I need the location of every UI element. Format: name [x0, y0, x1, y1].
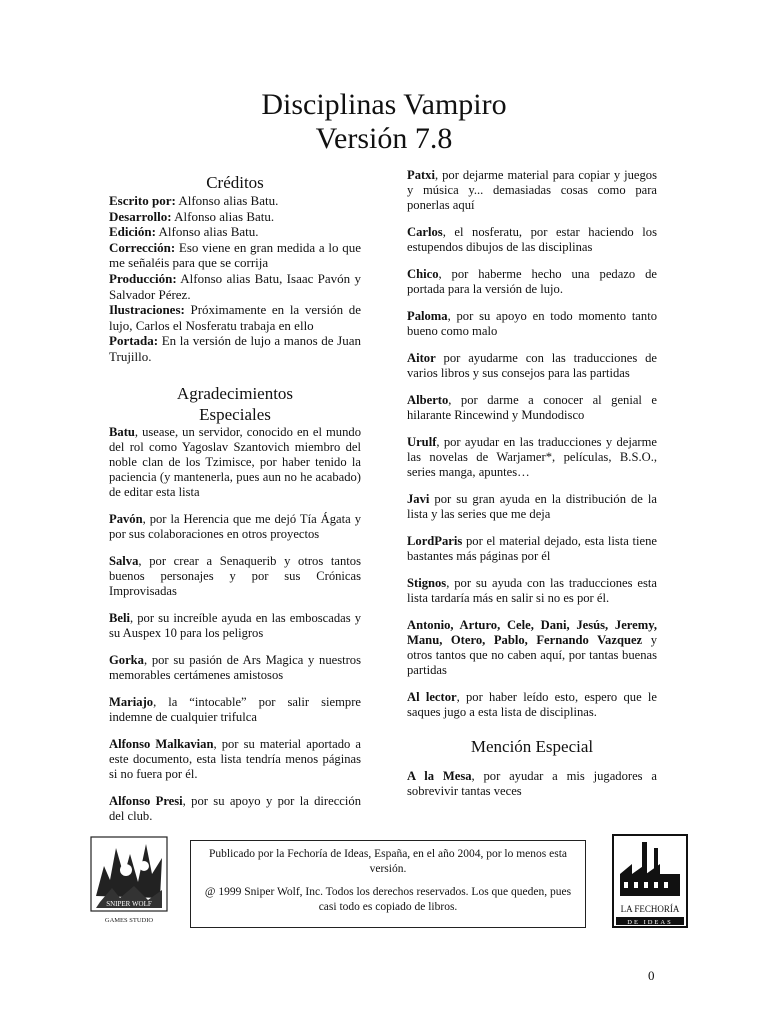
acknowledgement-item — [407, 435, 657, 480]
special-mention-item-text: , por ayudar a mis jugadores a sobrevivir tantas veces — [407, 769, 657, 798]
acknowledgement-item — [109, 425, 361, 500]
credit-item-text: Alfonso alias Batu. — [175, 193, 279, 208]
acknowledgement-item-text: , por su ayuda con las traducciones esta lista tardaría más en salir si no es por él. — [407, 576, 657, 605]
acknowledgement-item-text: , usease, un servidor, conocido en el mundo del rol como Yagoslav Szantovich miembro del noble clan de los Tzimisce, por haber tenido la paciencia (y mantenerla, pues aun no he acabado) de editar esta lista — [109, 424, 361, 499]
acknowledgements-heading-line2: Especiales — [199, 404, 271, 424]
acknowledgement-item-text: y otros tantos que no caben aquí, por tantas buenas partidas — [407, 633, 657, 677]
acknowledgement-item — [407, 309, 657, 339]
left-column — [109, 172, 361, 836]
credit-item-text: Próximamente en la versión de lujo, Carlos el Nosferatu trabaja en ello — [109, 302, 361, 333]
acknowledgement-item — [407, 267, 657, 297]
acknowledgement-item — [109, 695, 361, 725]
acknowledgement-item — [109, 653, 361, 683]
credits-heading: Créditos — [206, 173, 264, 192]
acknowledgement-item-text: por su gran ayuda en la distribución de la lista y las series que me deja — [407, 492, 657, 521]
credit-item — [109, 193, 361, 209]
acknowledgement-item — [407, 225, 657, 255]
acknowledgement-item-text: , la “intocable” por salir siempre indemne de cualquier trifulca — [109, 694, 361, 724]
acknowledgement-item-name: Carlos — [407, 225, 443, 239]
acknowledgement-item-name: Stignos — [407, 576, 447, 590]
acknowledgement-item — [407, 492, 657, 522]
acknowledgement-item-name: LordParis — [407, 534, 463, 548]
acknowledgement-item-name: Alfonso Presi — [109, 793, 183, 808]
credit-item-name: Ilustraciones: — [109, 302, 185, 318]
publication-notice — [190, 840, 586, 928]
acknowledgement-item — [109, 512, 361, 542]
document-version: Versión 7.8 — [315, 122, 453, 155]
credit-item-name: Desarrollo: — [109, 208, 172, 224]
acknowledgement-item-text: , por darme a conocer al genial e hilarante Rincewind y Mundodisco — [407, 393, 657, 422]
sniper-wolf-text: SNIPER WOLF — [106, 900, 152, 908]
acknowledgement-item — [109, 554, 361, 599]
la-fechoria-logo — [612, 834, 688, 928]
acknowledgement-item-name: Beli — [109, 610, 130, 625]
credit-item — [109, 209, 361, 225]
acknowledgement-item-name: Alfonso Malkavian — [109, 736, 214, 751]
acknowledgement-item-text: , el nosferatu, por estar haciendo los estupendos dibujos de las disciplinas — [407, 225, 657, 254]
acknowledgement-item-text: , por su apoyo y por la dirección del club. — [109, 793, 361, 823]
acknowledgement-item-text: , por la Herencia que me dejó Tía Ágata y por sus colaboraciones en otros proyectos — [109, 511, 361, 541]
acknowledgement-item-text: , por dejarme material para copiar y juegos y música y... demasiadas cosas como para ponerlas aquí — [407, 168, 657, 212]
acknowledgements-section — [109, 383, 361, 824]
acknowledgement-item-text: , por haber leído esto, espero que le saques jugo a esta lista de disciplinas. — [407, 690, 657, 719]
acknowledgement-item-name: Al lector — [407, 690, 457, 704]
acknowledgement-item-name: Patxi — [407, 168, 435, 182]
credit-item — [109, 333, 361, 364]
acknowledgement-item-text: por ayudarme con las traducciones de varios libros y sus consejos para las partidas — [407, 351, 657, 380]
special-mention-item — [407, 769, 657, 799]
acknowledgements-heading-line1: Agradecimientos — [176, 383, 294, 403]
acknowledgement-item-name: Batu — [109, 424, 135, 439]
credit-item-text: Alfonso alias Batu. — [155, 224, 259, 240]
acknowledgement-item — [407, 690, 657, 720]
credit-item-name: Edición: — [109, 224, 156, 240]
acknowledgements-left-list — [109, 425, 361, 824]
acknowledgement-item-name: Urulf — [407, 435, 437, 449]
acknowledgement-item-name: Gorka — [109, 652, 144, 667]
special-mention-heading: Mención Especial — [470, 737, 594, 756]
acknowledgement-item-name: Pavón — [109, 511, 143, 526]
credit-item-name: Corrección: — [109, 239, 176, 255]
acknowledgement-item — [407, 351, 657, 381]
de-ideas-text: DE IDEAS — [627, 919, 673, 926]
acknowledgement-item-name: Antonio, Arturo, Cele, Dani, Jesús, Jeremy, Manu, Otero, Pablo, Fernando Vazquez — [407, 618, 657, 647]
acknowledgement-item-name: Javi — [407, 492, 430, 506]
acknowledgement-item-name: Aitor — [407, 351, 436, 365]
acknowledgement-item-text: , por su apoyo en todo momento tanto bueno como malo — [407, 309, 657, 338]
sniper-wolf-logo — [90, 836, 168, 926]
acknowledgement-item — [407, 393, 657, 423]
credit-item-text: Eso viene en gran medida a lo que me señaléis para que se corrija — [109, 239, 361, 271]
publication-line: Publicado por la Fechoría de Ideas, España, en el año 2004, por lo menos esta versión. — [209, 848, 567, 875]
credit-item-name: Producción: — [109, 270, 177, 286]
la-fechoria-text: LA FECHORÍA — [620, 904, 680, 914]
credit-item — [109, 240, 361, 271]
acknowledgement-item-text: , por crear a Senaquerib y otros tantos buenos personajes y por sus Crónicas Improvisadas — [109, 553, 361, 598]
acknowledgement-item — [109, 737, 361, 782]
document-title: Disciplinas Vampiro — [261, 88, 507, 121]
special-mention-item-name: A la Mesa — [407, 769, 472, 783]
acknowledgement-item-name: Alberto — [407, 393, 449, 407]
credit-item-text: En la versión de lujo a manos de Juan Trujillo. — [109, 333, 361, 364]
acknowledgement-item-text: por el material dejado, esta lista tiene bastantes más páginas por él — [407, 534, 657, 563]
acknowledgement-item-name: Paloma — [407, 309, 448, 323]
acknowledgement-item-name: Salva — [109, 553, 139, 568]
right-column — [407, 168, 657, 811]
acknowledgement-item — [109, 611, 361, 641]
credit-item-text: Alfonso alias Batu. — [171, 208, 275, 224]
acknowledgement-item-name: Chico — [407, 267, 439, 281]
acknowledgement-item-text: , por su material aportado a este documento, esta lista tendría menos páginas si no fuera por él. — [109, 736, 362, 781]
acknowledgement-item — [407, 618, 657, 678]
acknowledgement-item — [407, 534, 657, 564]
copyright-line: @ 1999 Sniper Wolf, Inc. Todos los derechos reservados. Los que queden, pues casi todo es copiado de libros. — [204, 886, 572, 913]
acknowledgement-item-text: , por su increíble ayuda en las emboscadas y su Auspex 10 para los peligros — [109, 610, 361, 640]
credits-list — [109, 193, 361, 365]
acknowledgement-item-name: Mariajo — [109, 694, 154, 709]
acknowledgement-item-text: , por haberme hecho una pedazo de portada para la versión de lujo. — [407, 267, 657, 296]
credit-item — [109, 224, 361, 240]
acknowledgement-item — [407, 576, 657, 606]
page-number: 0 — [648, 968, 655, 983]
special-mention-list — [407, 769, 657, 799]
acknowledgement-item-text: , por su pasión de Ars Magica y nuestros memorables certámenes amistosos — [109, 652, 361, 682]
credit-item — [109, 271, 361, 302]
games-studio-text: GAMES STUDIO — [104, 917, 154, 924]
acknowledgements-heading — [109, 383, 361, 425]
credit-item-name: Portada: — [109, 333, 159, 349]
acknowledgement-item — [407, 168, 657, 213]
credits-section — [109, 172, 361, 365]
acknowledgement-item — [109, 794, 361, 824]
credit-item — [109, 302, 361, 333]
credit-item-name: Escrito por: — [109, 193, 176, 208]
acknowledgement-item-text: , por ayudar en las traducciones y dejarme las novelas de Warjamer*, películas, B.S.O., series manga, apuntes… — [407, 435, 657, 479]
acknowledgements-right-list — [407, 168, 657, 720]
credit-item-text: Alfonso alias Batu, Isaac Pavón y Salvador Pérez. — [109, 270, 361, 302]
